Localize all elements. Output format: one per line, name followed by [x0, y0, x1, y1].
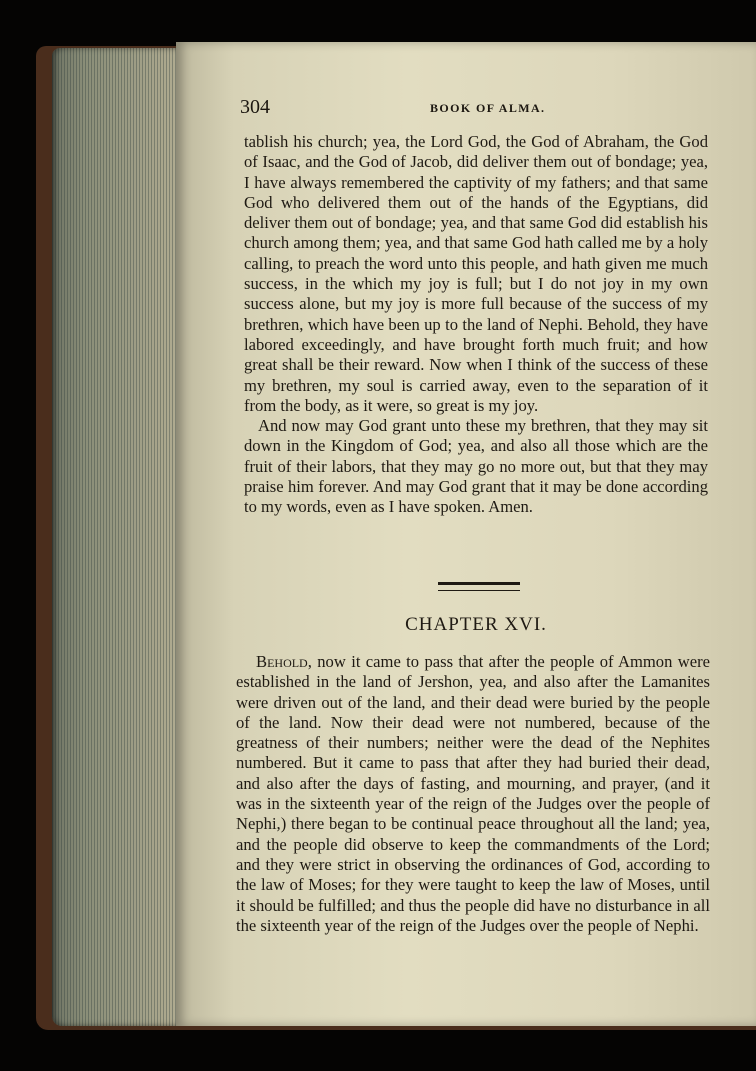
- paragraph-2: And now may God grant unto these my brethren, that they may sit down in the Kingdom of God; yea, and also all those which are the fruit of their labors, that they may go no more out, but that they may praise him forever. And may God grant that it may be done according to my words, even as I have spoken. Amen.: [244, 416, 708, 517]
- section-divider: [438, 582, 520, 591]
- page-edges: [52, 48, 184, 1026]
- chapter-heading: CHAPTER XVI.: [405, 614, 547, 635]
- running-head: BOOK OF ALMA.: [430, 101, 546, 115]
- chapter-first-word: Behold,: [256, 652, 312, 671]
- body-text: [244, 132, 708, 518]
- page-header: [240, 96, 600, 120]
- page-number: 304: [240, 96, 270, 118]
- chapter-paragraph: [236, 652, 710, 936]
- paragraph-1: tablish his church; yea, the Lord God, the God of Abraham, the God of Isaac, and the God of Jacob, did deliver them out of bondage; yea, I have always remembered the captivity of my fathers; and that same God who delivered them out of the hands of the Egyptians, did deliver them out of bondage; yea, and that same God did establish his church among them; yea, and that same God hath called me by a holy calling, to preach the word unto this people, and hath given me much success, in the which my joy is full; but I do not joy in my own success alone, but my joy is more full because of the success of my brethren, which have been up to the land of Nephi. Behold, they have labored exceedingly, and have brought forth much fruit; and how great shall be their reward. Now when I think of the success of these my brethren, my soul is carried away, even to the separation of it from the body, as it were, so great is my joy.: [244, 132, 708, 415]
- chapter-text: now it came to pass that after the people of Ammon were established in the land of Jershon, yea, and also after the Lamanites were driven out of the land, and their dead were buried by the people of the land. Now their dead were not numbered, because of the greatness of their numbers; neither were the dead of the Nephites numbered. But it came to pass that after they had buried their dead, and also after the days of fasting, and mourning, and prayer, (and it was in the sixteenth year of the reign of the Judges over the people of Nephi,) there began to be continual peace throughout all the land; yea, and the people did observe to keep the commandments of the Lord; and they were strict in observing the ordinances of God, according to the law of Moses; for they were taught to keep the law of Moses, until it should be fulfilled; and thus the people did have no disturbance in all the sixteenth year of the reign of the Judges over the people of Nephi.: [236, 652, 710, 935]
